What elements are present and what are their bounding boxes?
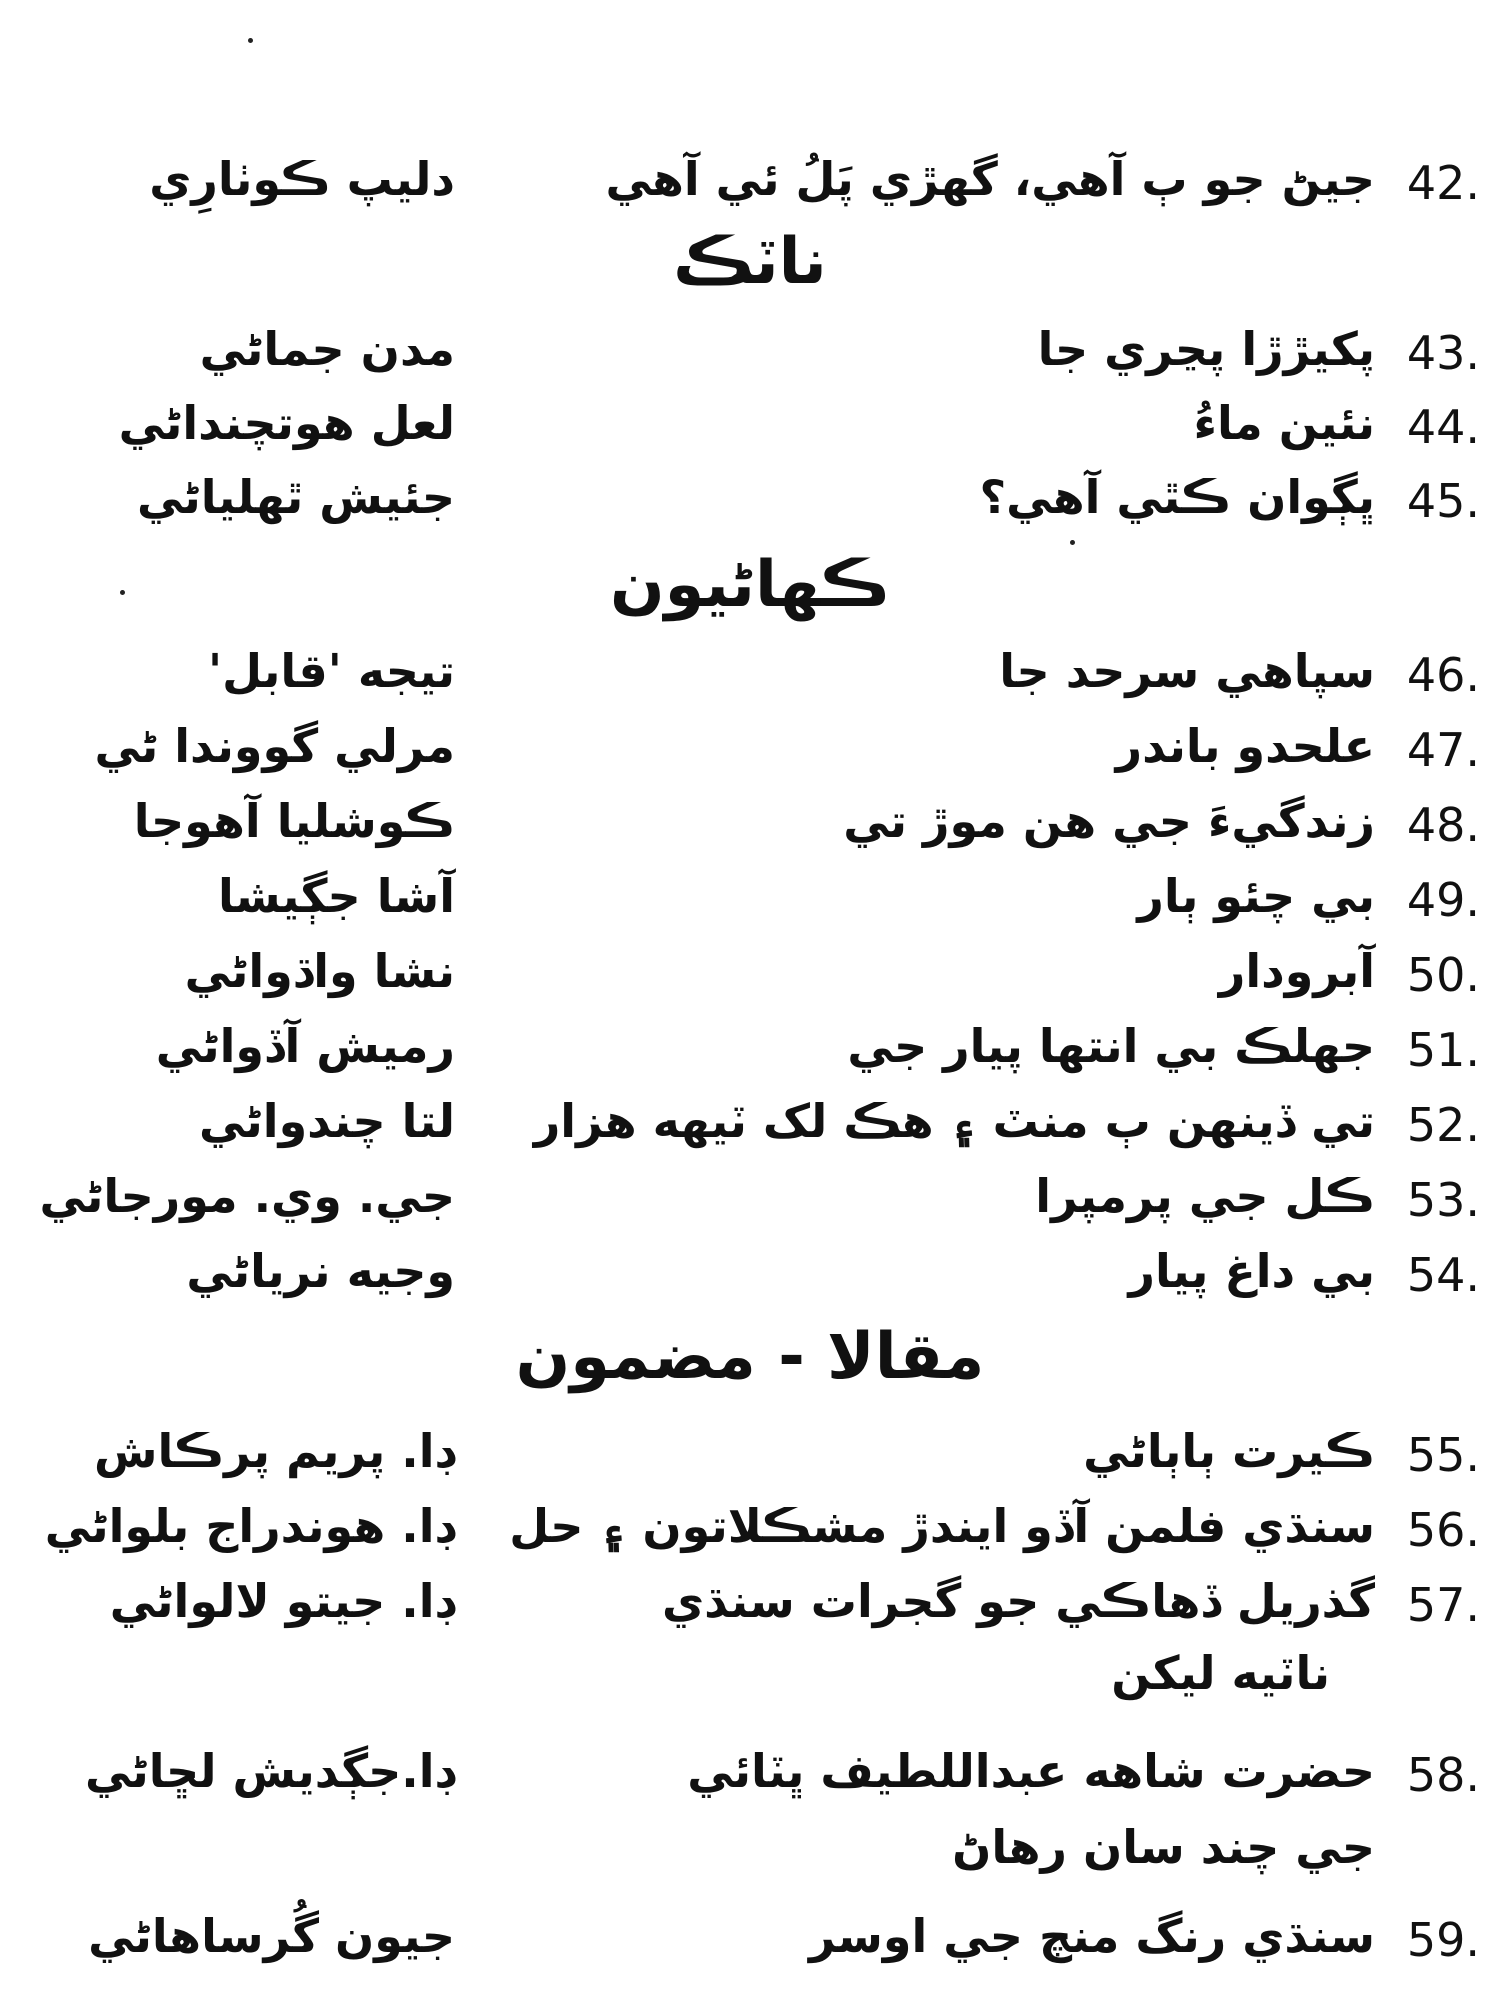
entry-author: ڊا. پريم پرڪاش — [93, 1424, 455, 1478]
entry-number: 47. — [1406, 723, 1480, 777]
speck — [248, 38, 253, 43]
entry-author: جئيش ٿهلياڻي — [136, 470, 455, 524]
entry-author: رميش آڏواڻي — [155, 1019, 455, 1073]
entry-row — [0, 865, 1500, 935]
entry-author: نشا واڌواڻي — [184, 944, 455, 998]
entry-number: 51. — [1406, 1023, 1480, 1077]
entry-row — [0, 466, 1500, 536]
entry-title: جهلڪ بي انتها پيار جي — [847, 1019, 1375, 1073]
entry-title: ڀڳوان ڪٿي آهي؟ — [979, 470, 1375, 524]
entry-row — [0, 1165, 1500, 1235]
entry-number: 43. — [1406, 326, 1480, 380]
entry-title-continued: جي چند سان رهاڻ — [952, 1820, 1375, 1874]
entry-row — [0, 1090, 1500, 1160]
entry-title: آبرودار — [1218, 944, 1375, 998]
entry-row — [0, 940, 1500, 1010]
entry-number: 46. — [1406, 648, 1480, 702]
entry-title: ڪيرت ٻاٻاڻي — [1083, 1424, 1375, 1478]
entry-author: آشا جڳيشا — [217, 869, 455, 923]
entry-title: سپاهي سرحد جا — [999, 644, 1375, 698]
entry-author: تيجه 'قابل' — [207, 644, 455, 698]
entry-title: علحدو باندر — [1115, 719, 1375, 773]
entry-row — [0, 790, 1500, 860]
entry-row — [0, 1570, 1500, 1720]
entry-title: حضرت شاهه عبداللطيف ڀٽائي — [687, 1744, 1375, 1798]
entry-number: 58. — [1406, 1748, 1480, 1802]
entry-number: 45. — [1406, 474, 1480, 528]
entry-author: لعل هوتچنداڻي — [118, 396, 455, 450]
entry-row — [0, 1905, 1500, 1975]
section-heading-natak: ناٽڪ — [673, 225, 827, 299]
entry-title: گذريل ڏهاڪي جو گجرات سنڌي — [661, 1574, 1375, 1628]
entry-row — [0, 1240, 1500, 1310]
section-heading-kahaniyun: ڪهاڻيون — [610, 548, 890, 622]
entry-number: 55. — [1406, 1428, 1480, 1482]
entry-number: 59. — [1406, 1913, 1480, 1967]
entry-title: بي چئو ٻار — [1137, 869, 1375, 923]
entry-row — [0, 1495, 1500, 1565]
entry-author: ڊا.جڳديش لڇاڻي — [84, 1744, 455, 1798]
entry-number: 53. — [1406, 1173, 1480, 1227]
entry-author: ڊا. هوندراج بلواڻي — [44, 1499, 455, 1553]
speck — [1070, 540, 1075, 545]
entry-row — [0, 148, 1500, 218]
entry-row — [0, 392, 1500, 462]
entry-title-continued: ناٽيه ليکن — [1111, 1646, 1330, 1700]
entry-author: ڊا. جيتو لالواڻي — [109, 1574, 455, 1628]
entry-row — [0, 715, 1500, 785]
entry-title: تي ڏينهن ٻ منٽ ۽ هڪ لک ٽيهه هزار — [533, 1094, 1375, 1148]
entry-title: زندگيءَ جي هن موڙ تي — [843, 794, 1375, 848]
entry-author: مرلي گووندا ڻي — [94, 719, 455, 773]
entry-author: ڪوشليا آهوجا — [133, 794, 455, 848]
entry-author: دليپ ڪوٺارِي — [149, 152, 455, 206]
entry-row — [0, 318, 1500, 388]
section-heading-maqala: مقالا - مضمون — [515, 1320, 985, 1394]
entry-author: لتا چندواڻي — [198, 1094, 455, 1148]
entry-title: بي داغ پيار — [1128, 1244, 1375, 1298]
entry-author: جيون گُرساهاڻي — [88, 1909, 455, 1963]
entry-title: سنڌي فلمن آڏو ايندڙ مشڪلاتون ۽ حل — [509, 1499, 1375, 1553]
entry-author: وجيه نرياڻي — [186, 1244, 455, 1298]
entry-title: سنڌي رنگ منچ جي اوسر — [809, 1909, 1375, 1963]
entry-author: جي. وي. مورجاڻي — [39, 1169, 455, 1223]
entry-number: 54. — [1406, 1248, 1480, 1302]
entry-title: ڪل جي پرمپرا — [1035, 1169, 1375, 1223]
entry-row — [0, 1740, 1500, 1890]
entry-row — [0, 1015, 1500, 1085]
entry-number: 57. — [1406, 1578, 1480, 1632]
entry-number: 48. — [1406, 798, 1480, 852]
entry-number: 44. — [1406, 400, 1480, 454]
entry-number: 42. — [1406, 156, 1480, 210]
entry-number: 52. — [1406, 1098, 1480, 1152]
entry-number: 56. — [1406, 1503, 1480, 1557]
entry-row — [0, 640, 1500, 710]
entry-author: مدن جماڻي — [199, 322, 455, 376]
entry-row — [0, 1420, 1500, 1490]
entry-title: جيڻ جو ٻ آهي، گهڙي پَلُ ئي آهي — [605, 152, 1375, 206]
entry-title: نئين ماءُ — [1193, 396, 1375, 450]
entry-number: 50. — [1406, 948, 1480, 1002]
entry-number: 49. — [1406, 873, 1480, 927]
entry-title: پکيڙڙا پڃري جا — [1037, 322, 1375, 376]
